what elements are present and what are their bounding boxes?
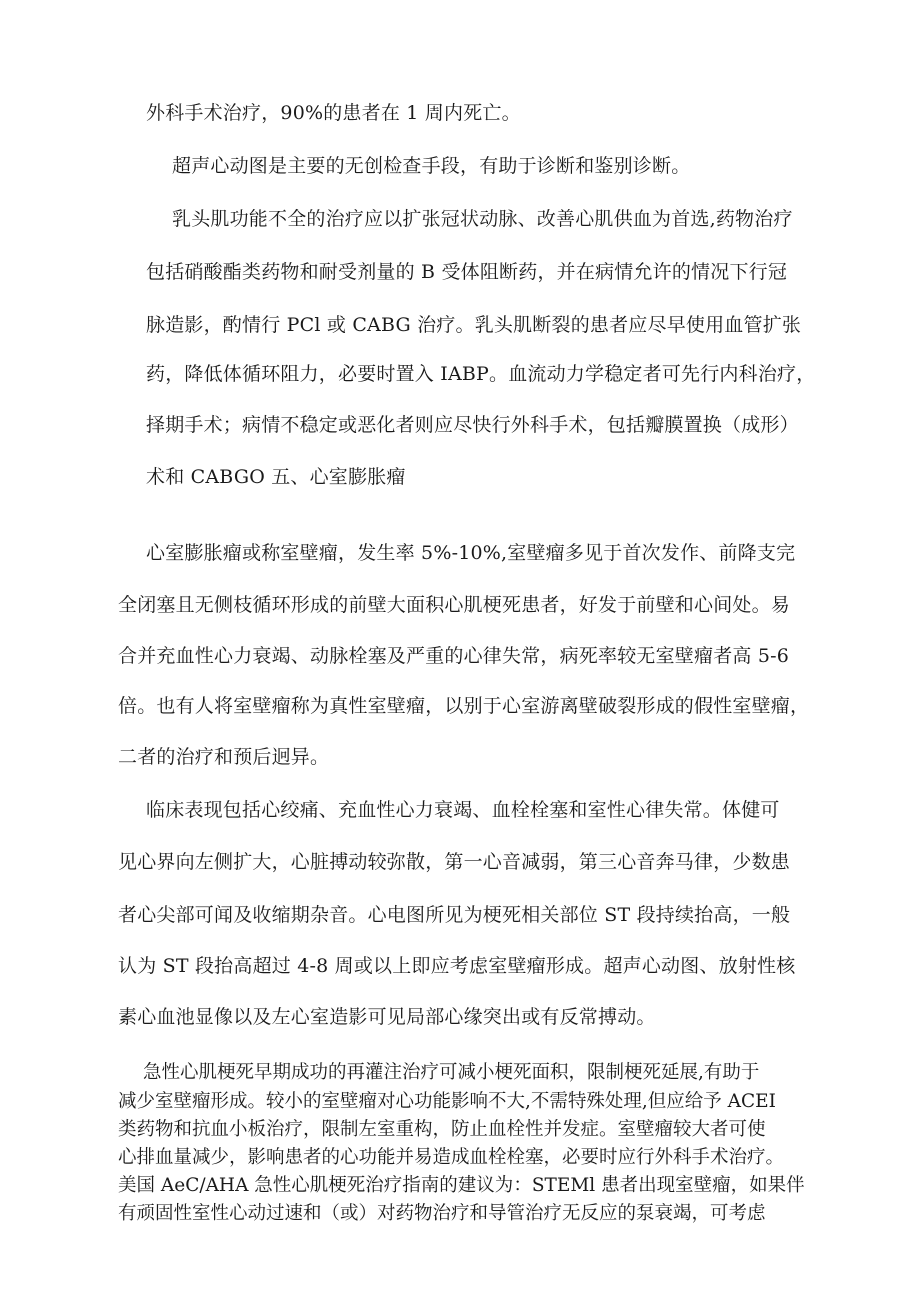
text-line: 术和 CABGO 五、心室膨胀瘤 <box>146 466 406 488</box>
text-line: 脉造影，酌情行 PCl 或 CABG 治疗。乳头肌断裂的患者应尽早使用血管扩张 <box>146 314 802 336</box>
text-line: 急性心肌梗死早期成功的再灌注治疗可减小梗死面积，限制梗死延展,有助于 <box>143 1062 760 1083</box>
text-line: 外科手术治疗，90%的患者在 1 周内死亡。 <box>146 102 521 124</box>
text-line: 心排血量减少，影响患者的心功能并易造成血栓栓塞，必要时应行外科手术治疗。 <box>118 1147 785 1168</box>
text-line: 临床表现包括心绞痛、充血性心力衰竭、血栓栓塞和室性心律失常。体健可 <box>146 799 780 821</box>
text-line: 包括硝酸酯类药物和耐受剂量的 B 受体阻断药，并在病情允许的情况下行冠 <box>146 261 788 283</box>
text-line: 超声心动图是主要的无创检查手段，有助于诊断和鉴别诊断。 <box>172 155 691 177</box>
text-line: 认为 ST 段抬高超过 4-8 周或以上即应考虑室壁瘤形成。超声心动图、放射性核 <box>118 955 796 977</box>
text-line: 药，降低体循环阻力，必要时置入 IABP。血流动力学稳定者可先行内科治疗， <box>146 363 816 385</box>
text-line: 有顽固性室性心动过速和（或）对药物治疗和导管治疗无反应的泵衰竭，可考虑 <box>118 1203 766 1224</box>
text-line: 合并充血性心力衰竭、动脉栓塞及严重的心律失常，病死率较无室壁瘤者高 5-6 <box>118 645 790 667</box>
text-line: 素心血池显像以及左心室造影可见局部心缘突出或有反常搏动。 <box>118 1006 656 1028</box>
text-line: 减少室壁瘤形成。较小的室壁瘤对心功能影响不大,不需特殊处理,但应给予 ACEI <box>118 1091 776 1112</box>
text-line: 乳头肌功能不全的治疗应以扩张冠状动脉、改善心肌供血为首选,药物治疗 <box>172 208 793 230</box>
text-line: 倍。也有人将室壁瘤称为真性室壁瘤，以别于心室游离壁破裂形成的假性室壁瘤， <box>118 695 810 717</box>
text-line: 者心尖部可闻及收缩期杂音。心电图所见为梗死相关部位 ST 段持续抬高，一般 <box>118 904 791 926</box>
text-line: 心室膨胀瘤或称室壁瘤，发生率 5%-10%,室壁瘤多见于首次发作、前降支完 <box>146 542 796 564</box>
text-line: 见心界向左侧扩大，心脏搏动较弥散，第一心音减弱，第三心音奔马律，少数患 <box>118 851 791 873</box>
text-line: 美国 AeC/AHA 急性心肌梗死治疗指南的建议为：STEMl 患者出现室壁瘤，如果伴 <box>118 1175 805 1196</box>
text-line: 二者的治疗和预后迥异。 <box>118 746 330 768</box>
text-line: 全闭塞且无侧枝循环形成的前壁大面积心肌梗死患者，好发于前壁和心间处。易 <box>118 594 791 616</box>
text-line: 择期手术；病情不稳定或恶化者则应尽快行外科手术，包括瓣膜置换（成形） <box>146 414 799 436</box>
text-line: 类药物和抗血小板治疗，限制左室重构，防止血栓性并发症。室壁瘤较大者可使 <box>118 1119 766 1140</box>
